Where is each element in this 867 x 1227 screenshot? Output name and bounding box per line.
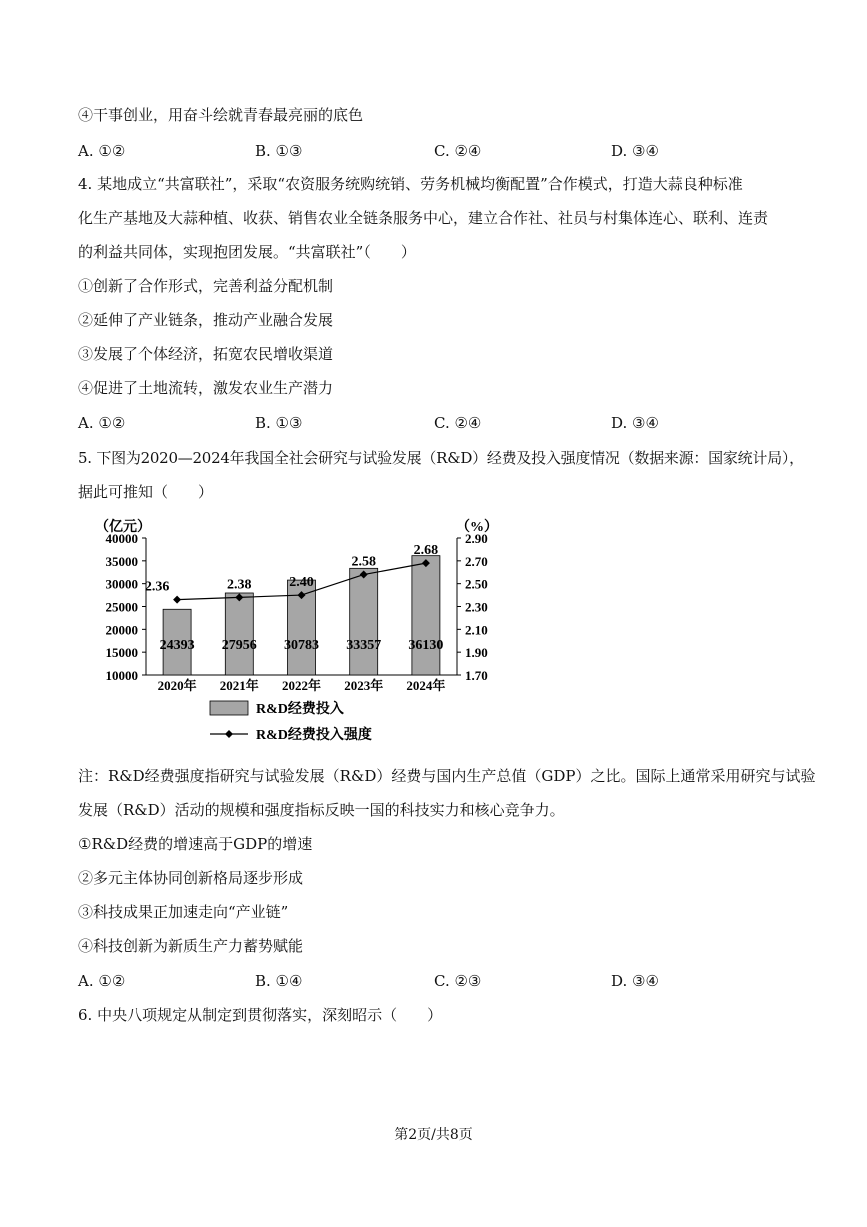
q3-option-c[interactable]: C. ②④: [434, 142, 482, 160]
q4-stem-line-1: 4. 某地成立“共富联社”，采取“农资服务统购统销、劳务机械均衡配置”合作模式，打造大蒜良种标准: [78, 175, 743, 193]
q4-option-a[interactable]: A. ①②: [78, 414, 126, 432]
q5-item-1: ①R&D经费的增速高于GDP的增速: [78, 835, 313, 853]
bar-value-label: 33357: [346, 638, 382, 653]
q6-stem: 6. 中央八项规定从制定到贯彻落实，深刻昭示（ ）: [78, 1006, 443, 1024]
q4-stem-line-3: 的利益共同体，实现抱团发展。“共富联社”（ ）: [78, 243, 416, 261]
right-axis-unit: （%）: [456, 520, 498, 535]
q3-option-b[interactable]: B. ①③: [255, 142, 303, 160]
left-tick-label: 25000: [105, 599, 138, 615]
right-tick-label: 2.10: [465, 622, 488, 638]
q3-option-d[interactable]: D. ③④: [611, 142, 659, 160]
right-tick-label: 1.70: [465, 668, 488, 683]
q5-option-a[interactable]: A. ①②: [78, 972, 126, 990]
intensity-point-label: 2.36: [144, 579, 170, 595]
bar-2021年: [225, 593, 253, 675]
q3-item-4: ④干事创业，用奋斗绘就青春最亮丽的底色: [78, 106, 364, 124]
left-tick-label: 10000: [105, 668, 138, 683]
bar-value-label: 24393: [159, 638, 195, 653]
left-tick-label: 35000: [105, 553, 138, 569]
q5-item-2: ②多元主体协同创新格局逐步形成: [78, 869, 304, 887]
q4-option-d[interactable]: D. ③④: [611, 414, 659, 432]
q5-note-line-1: 注：R&D经费强度指研究与试验发展（R&D）经费与国内生产总值（GDP）之比。国际上通常采用研究与试验: [78, 767, 816, 785]
q5-item-4: ④科技创新为新质生产力蓄势赋能: [78, 937, 304, 955]
q5-note-line-2: 发展（R&D）活动的规模和强度指标反映一国的科技实力和核心竞争力。: [78, 801, 565, 819]
x-tick-label: 2020年: [157, 678, 197, 693]
intensity-point-label: 2.58: [351, 554, 376, 570]
q5-options: [78, 971, 798, 991]
q4-item-2: ②延伸了产业链条，推动产业融合发展: [78, 311, 334, 329]
intensity-point-label: 2.38: [227, 577, 252, 593]
left-tick-label: 20000: [105, 622, 138, 638]
q3-option-a[interactable]: A. ①②: [78, 142, 126, 160]
right-tick-label: 2.30: [465, 599, 488, 615]
q5-stem-line-1: 5. 下图为2020—2024年我国全社会研究与试验发展（R&D）经费及投入强度情况（数据来源：国家统计局），: [78, 449, 804, 467]
right-tick-label: 2.50: [465, 576, 488, 592]
left-tick-label: 40000: [105, 531, 138, 546]
legend-bar-label: R&D经费投入: [256, 702, 344, 717]
x-tick-label: 2022年: [281, 678, 322, 693]
legend-line-label: R&D经费投入强度: [256, 728, 372, 743]
right-tick-label: 2.70: [465, 553, 488, 569]
x-tick-label: 2023年: [344, 678, 384, 693]
rd-chart: [70, 508, 498, 748]
intensity-point: [173, 596, 181, 604]
q4-option-b[interactable]: B. ①③: [255, 414, 303, 432]
q4-item-4: ④促进了土地流转，激发农业生产潜力: [78, 379, 334, 397]
q4-options: [78, 413, 798, 433]
q5-option-d[interactable]: D. ③④: [611, 972, 659, 990]
q4-option-c[interactable]: C. ②④: [434, 414, 482, 432]
q3-options: [78, 141, 798, 161]
bar-value-label: 30783: [284, 638, 319, 653]
right-axis-ticks: [457, 531, 488, 683]
left-axis-unit: （亿元）: [95, 520, 151, 535]
legend-bar-swatch: [210, 701, 248, 715]
page-footer: 第2页/共8页: [394, 1127, 473, 1143]
left-tick-label: 15000: [105, 645, 138, 661]
q5-item-3: ③科技成果正加速走向“产业链”: [78, 903, 289, 921]
q5-stem-line-2: 据此可推知（ ）: [78, 483, 214, 501]
legend-line-marker: [225, 730, 233, 738]
intensity-point-label: 2.68: [413, 543, 439, 559]
right-tick-label: 1.90: [465, 645, 488, 661]
x-tick-label: 2021年: [219, 678, 259, 693]
bar-2023年: [350, 568, 378, 675]
bar-value-label: 27956: [221, 638, 257, 653]
x-tick-label: 2024年: [406, 678, 446, 693]
q5-option-c[interactable]: C. ②③: [434, 972, 482, 990]
left-tick-label: 30000: [105, 576, 138, 592]
q5-option-b[interactable]: B. ①④: [255, 972, 303, 990]
bar-value-label: 36130: [408, 638, 444, 653]
left-axis-ticks: [106, 531, 147, 683]
intensity-point-label: 2.40: [289, 575, 314, 591]
q4-item-3: ③发展了个体经济，拓宽农民增收渠道: [78, 345, 334, 363]
bar-2024年: [412, 556, 440, 675]
q4-stem-line-2: 化生产基地及大蒜种植、收获、销售农业全链条服务中心，建立合作社、社员与村集体连心、联利、连责: [78, 209, 769, 227]
right-tick-label: 2.90: [465, 531, 488, 546]
q4-item-1: ①创新了合作形式，完善利益分配机制: [78, 277, 334, 295]
